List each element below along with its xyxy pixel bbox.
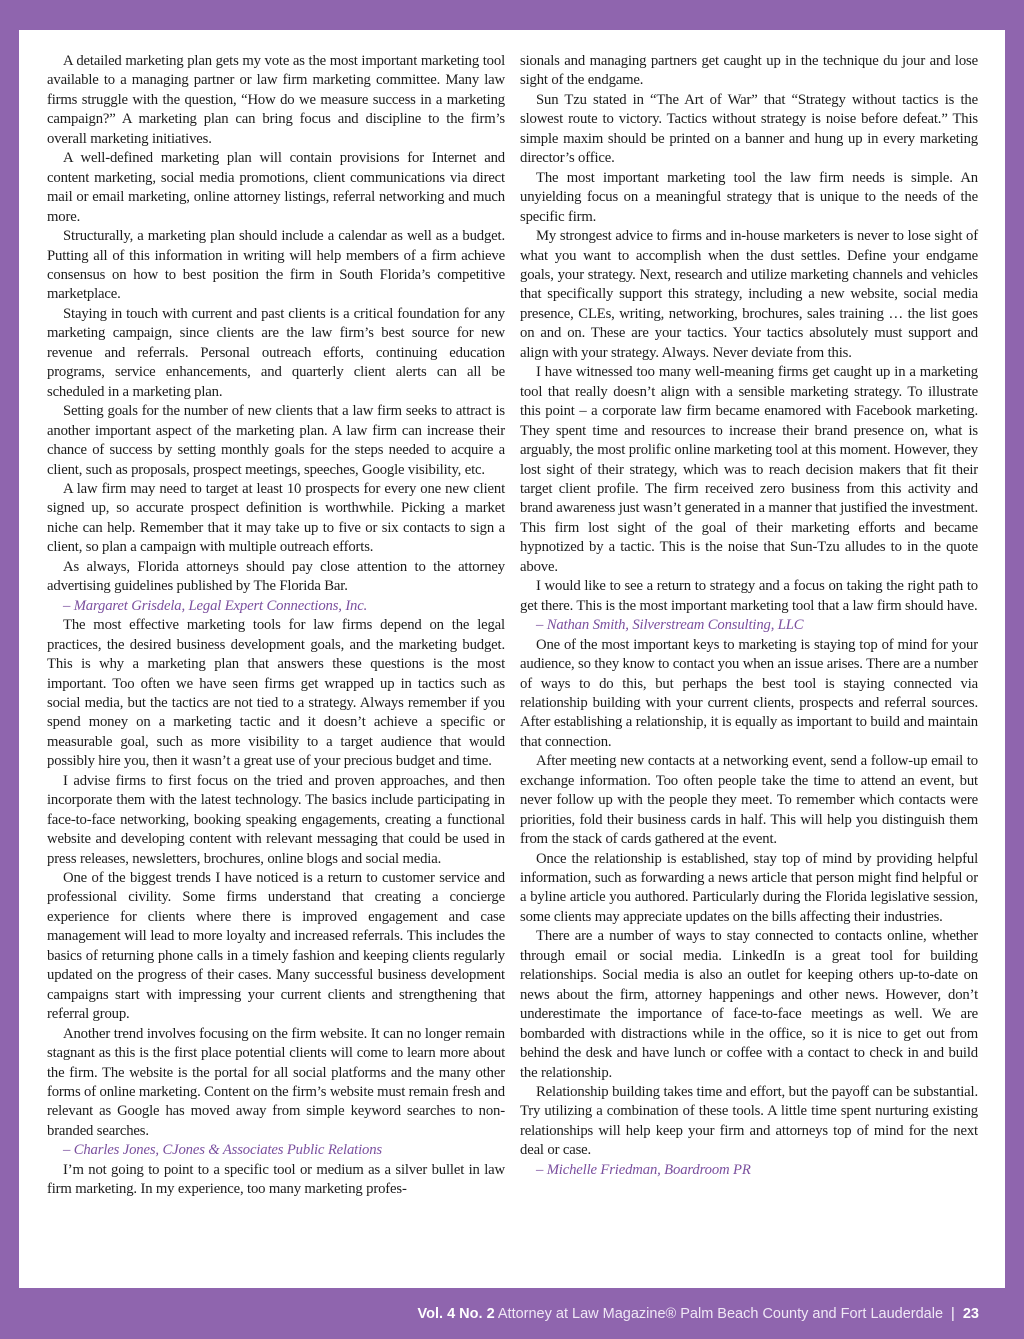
paragraph: There are a number of ways to stay connected to contacts online, whether through email or social media. LinkedIn is a great tool for building relationships. Social media is also an outlet for keeping others up-to-date on news about the firm, attorney happenings and other news. However, don’t underestimate the importance of face-to-face meetings as well. We are bombarded with distractions while in the office, so it is nice to get out from behind the desk and have lunch or coffee with a contact to check in and build the relationship.: [520, 928, 978, 1081]
paragraph: One of the biggest trends I have noticed is a return to customer service and professional civility. Some firms understand that creating a concierge experience for clients where there is improved engagement and case management will lead to more loyalty and increased referrals. This includes the basics of returning phone calls in a timely fashion and keeping clients regularly updated on the progress of their cases. Many successful business development campaigns start with impressing your current clients and strengthening that referral group.: [47, 870, 505, 1023]
paragraph: Staying in touch with current and past clients is a critical foundation for any marketing campaign, since clients are the law firm’s best source for new revenue and referrals. Personal outreach efforts, continuing education programs, service enhancements, and quarterly client alerts can all be scheduled in a marketing plan.: [47, 305, 505, 400]
paragraph: Once the relationship is established, stay top of mind by providing helpful information, such as forwarding a news article that person might find helpful or a byline article you authored. Particularly during the Florida legislative session, some clients may appreciate updates on the bills affecting their industries.: [520, 850, 978, 925]
paragraph: Sun Tzu stated in “The Art of War” that “Strategy without tactics is the slowest route to victory. Tactics without strategy is noise before defeat.” This simple maxim should be printed on a banner and hung up in every marketing director’s office.: [520, 91, 978, 167]
paragraph: I have witnessed too many well-meaning firms get caught up in a marketing tool that really doesn’t align with a sensible marketing strategy. To illustrate this point – a corporate law firm became enamored with Facebook marketing. They spent time and resources to increase their brand presence on, what is arguably, the most prolific online marketing tool at this moment. However, they lost sight of their strategy, which was to reach decision makers that fit their target client profile. The firm received zero business from this activity and brand awareness just wasn’t generated in a manner that justified the investment. This firm lost sight of the goal of their marketing efforts and became hypnotized by a tactic. This is the noise that Sun-Tzu alludes to in the quote above.: [520, 364, 978, 575]
author-signature: – Charles Jones, CJones & Associates Public Relations: [63, 1142, 382, 1159]
volume-label: Vol. 4 No. 2: [417, 1306, 495, 1322]
paragraph: I would like to see a return to strategy and a focus on taking the right path to get there. This is the most important marketing tool that a law firm should have.: [520, 578, 978, 614]
paragraph: A detailed marketing plan gets my vote as the most important marketing tool available to a managing partner or law firm marketing committee. Many law firms struggle with the question, “How do we measure success in a marketing campaign?” A marketing plan can bring focus and discipline to the firm’s overall marketing initiatives.: [47, 53, 505, 147]
paragraph: A well-defined marketing plan will contain provisions for Internet and content marketing, social media promotions, client communications via direct mail or email marketing, online attorney listings, referral networking and much more.: [47, 150, 505, 225]
paragraph: As always, Florida attorneys should pay close attention to the attorney advertising guidelines published by The Florida Bar.: [47, 558, 505, 595]
paragraph: Relationship building takes time and effort, but the payoff can be substantial. Try utilizing a combination of these tools. A little time spent nurturing existing relationships will help keep your firm and attorneys top of mind for the next deal or case.: [520, 1084, 978, 1159]
page-footer: [0, 1288, 1024, 1339]
paragraph: My strongest advice to firms and in-house marketers is never to lose sight of what you want to accomplish when the dust settles. Define your endgame goals, your strategy. Next, research and utilize marketing channels and vehicles that specifically support this strategy, including a new website, social media presence, CLEs, writing, networking, brochures, sales training … the list goes on and on. These are your tactics. Your tactics absolutely must support and align with your strategy. Always. Never deviate from this.: [520, 228, 978, 361]
paragraph: The most effective marketing tools for law firms depend on the legal practices, the desired business development goals, and the marketing budget. This is why a marketing plan that answers these questions is the most important. Too often we have seen firms get wrapped up in tactics such as social media, but the tactics are not tied to a strategy. Always remember if you spend money on a marketing tactic and it doesn’t achieve a specific or measurable goal, such as more visibility to a target audience that would possibly hire you, then it wasn’t a great use of your precious budget and time.: [47, 617, 505, 770]
paragraph: The most important marketing tool the law firm needs is simple. An unyielding focus on a meaningful strategy that is unique to the needs of the specific firm.: [520, 169, 978, 225]
magazine-page: [19, 30, 1005, 1288]
paragraph: One of the most important keys to marketing is staying top of mind for your audience, so they know to contact you when an issue arises. There are a number of ways to do this, but perhaps the best tool is staying connected via relationship building with your current clients, prospects and referral sources. After establishing a relationship, it is equally as important to build and maintain that connection.: [520, 636, 978, 750]
author-signature: – Michelle Friedman, Boardroom PR: [536, 1161, 751, 1178]
paragraph: After meeting new contacts at a networking event, send a follow-up email to exchange information. Too often people take the time to attend an event, but never follow up with the people they meet. To remember which contacts were priorities, fold their business cards in half. This will help you distinguish them from the stack of cards gathered at the event.: [520, 753, 978, 848]
author-signature: – Margaret Grisdela, Legal Expert Connections, Inc.: [63, 597, 368, 614]
page-number: 23: [962, 1306, 979, 1322]
paragraph: Setting goals for the number of new clients that a law firm seeks to attract is another important aspect of the marketing plan. A law firm can increase their chance of success by setting monthly goals for the steps needed to acquire a client, such as proposals, prospect meetings, speeches, Google visibility, etc.: [47, 403, 505, 478]
paragraph: A law firm may need to target at least 10 prospects for every one new client signed up, so accurate prospect definition is worthwhile. Picking a market niche can help. Remember that it may take up to five or six contacts to sign a client, so plan a campaign with multiple outreach efforts.: [47, 480, 505, 556]
paragraph: I’m not going to point to a specific tool or medium as a silver bullet in law firm marketing. In my experience, too many marketing profes-: [47, 1161, 505, 1198]
left-column: [47, 52, 505, 1200]
author-signature: – Nathan Smith, Silverstream Consulting, LLC: [536, 617, 804, 634]
paragraph: I advise firms to first focus on the tried and proven approaches, and then incorporate them with the latest technology. The basics include participating in face-to-face networking, booking speaking engagements, creating a functional website and developing content with relevant messaging that could be used in press releases, newsletters, brochures, online blogs and social media.: [47, 772, 505, 867]
paragraph: Structurally, a marketing plan should include a calendar as well as a budget. Putting all of this information in writing will help members of a firm achieve consensus on how to best position the firm in South Florida’s competitive marketplace.: [47, 228, 505, 303]
right-column: [520, 52, 978, 1180]
footer-text: [418, 1306, 979, 1322]
magazine-title: Attorney at Law Magazine® Palm Beach County and Fort Lauderdale: [497, 1306, 944, 1322]
footer-separator: |: [951, 1306, 955, 1322]
paragraph: Another trend involves focusing on the firm website. It can no longer remain stagnant as this is the first place potential clients will come to learn more about the firm. The website is the portal for all social platforms and the many other forms of online marketing. Content on the firm’s website must remain fresh and relevant as Google has moved away from simple keyword searches to non-branded searches.: [47, 1025, 505, 1139]
top-border: [0, 0, 1024, 30]
paragraph-continuation: sionals and managing partners get caught up in the technique du jour and lose sight of the endgame.: [520, 53, 978, 89]
